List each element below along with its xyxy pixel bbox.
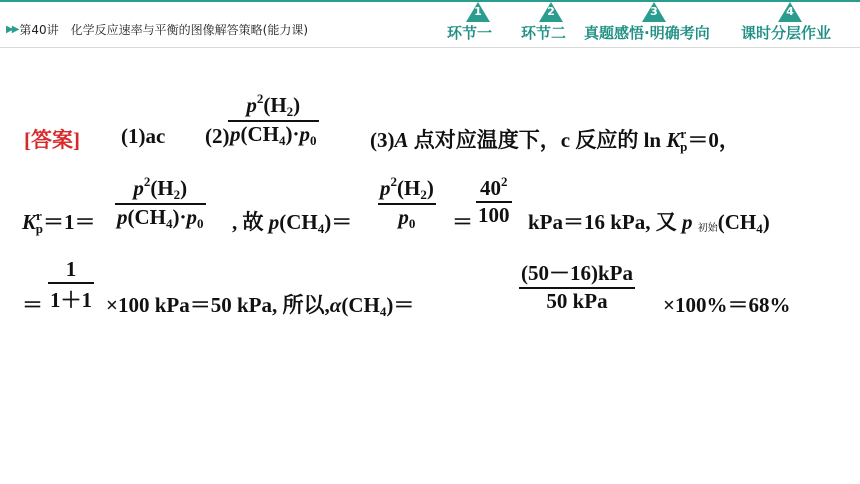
equals-sign-2: ＝ <box>452 210 473 234</box>
fraction-pH2-p0: $p^2(H_2)$ $p_0$ <box>380 174 434 231</box>
answer-tag: [答案] <box>24 128 80 152</box>
fraction-kp-equals: $p^2(H_2)$ $p(CH_4)\cdot p_0$ <box>117 174 204 231</box>
tab-2-label[interactable]: 环节二 <box>521 24 567 42</box>
answer-part1: (1)ac <box>121 124 166 148</box>
tab-4-label[interactable]: 课时分层作业 <box>741 24 832 42</box>
equals-start-line3: ＝ <box>22 293 43 317</box>
kp-equals-1: $K^r_p=1=$ <box>22 208 96 236</box>
result-16kpa: kPa＝16 kPa, 又 p 初始$(CH_4)$ <box>528 210 770 236</box>
fraction-kp-expression: $p^2(H_2)$ $p(CH_4)\cdot p_0$ <box>230 91 317 148</box>
fraction-40sq-100: $40^2$ 100 <box>478 174 510 227</box>
lesson-title-text: 第40讲 化学反应速率与平衡的图像解答策略(能力课) <box>19 22 309 37</box>
fraction-conversion: (50－16)kPa 50 kPa <box>521 261 633 313</box>
header-top-line <box>0 0 860 2</box>
answer-part3: (3)A 点对应温度下，c 反应的 $\ln K^r_p=0$， <box>370 126 740 154</box>
tab-1-label[interactable]: 环节一 <box>447 24 493 42</box>
header-rule <box>0 47 860 48</box>
double-arrow-icon: ▶▶ <box>6 23 18 35</box>
tab-3-label[interactable]: 真题感悟·明确考向 <box>584 24 710 42</box>
result-68-percent: ×100%＝68% <box>663 293 791 317</box>
lesson-title <box>6 20 308 38</box>
result-50kpa: ×100 kPa＝50 kPa, 所以$,\alpha(CH_4)=$ <box>106 293 415 319</box>
answer-part2-label: (2) <box>205 124 230 148</box>
p-ch4-label: , 故 $p(CH_4)=$ <box>232 210 353 236</box>
fraction-1-over-2: 1 1＋1 <box>50 257 92 312</box>
